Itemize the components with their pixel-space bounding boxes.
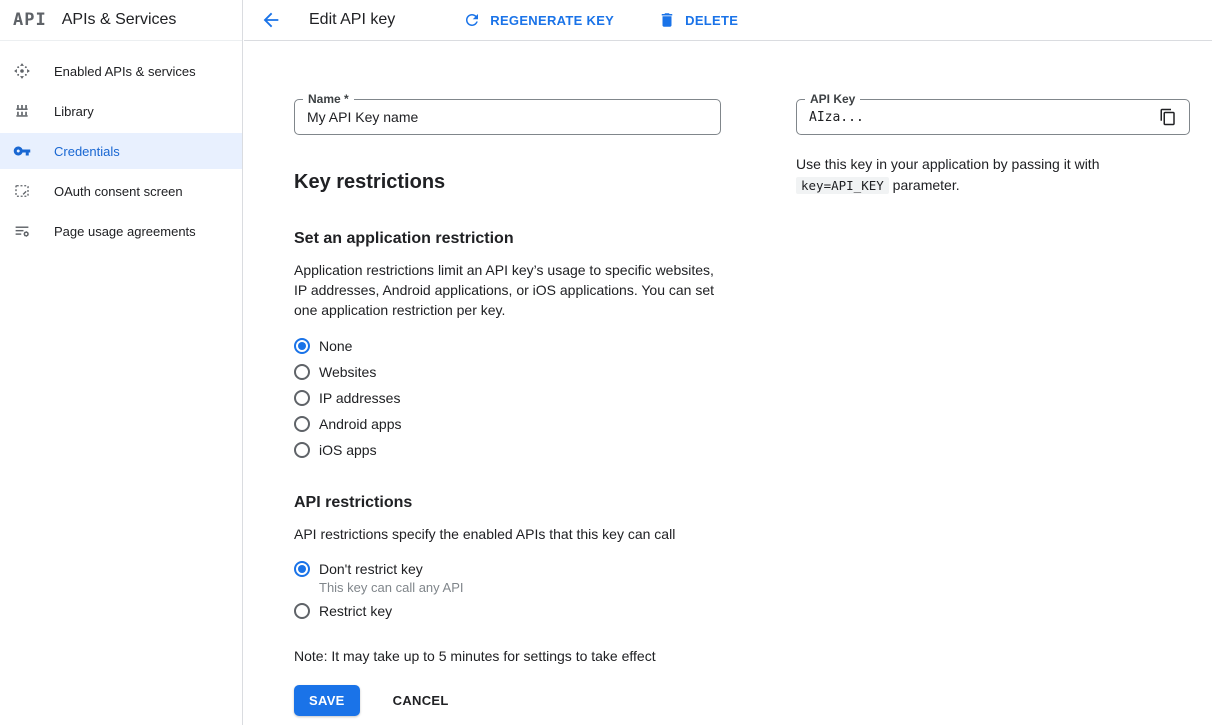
api-key-field	[796, 92, 1190, 135]
sidebar	[0, 0, 243, 725]
arrow-back-icon	[260, 9, 284, 31]
regenerate-key-button[interactable]	[455, 5, 622, 35]
radio-label: Websites	[319, 364, 377, 380]
sidebar-item-enabled-apis[interactable]	[0, 53, 242, 89]
trash-icon	[658, 11, 676, 29]
radio-ip-addresses[interactable]	[294, 385, 721, 411]
app-restriction-heading: Set an application restriction	[294, 230, 514, 247]
sidebar-item-label: OAuth consent screen	[54, 183, 183, 199]
radio-ios-apps[interactable]	[294, 437, 721, 463]
sidebar-item-credentials[interactable]	[0, 133, 242, 169]
name-input[interactable]	[295, 100, 720, 134]
sidebar-item-oauth-consent[interactable]	[0, 173, 242, 209]
radio-label: iOS apps	[319, 442, 377, 458]
agreements-icon	[13, 222, 31, 240]
radio-circle	[294, 364, 310, 380]
api-key-field-label: API Key	[805, 92, 860, 106]
library-icon	[13, 102, 31, 120]
radio-circle	[294, 603, 310, 619]
api-key-column	[796, 42, 1190, 725]
radio-label: IP addresses	[319, 390, 401, 406]
form-column	[294, 42, 721, 725]
key-icon	[13, 142, 31, 160]
sidebar-item-label: Page usage agreements	[54, 223, 196, 239]
api-key-usage-hint	[796, 154, 1190, 196]
name-field-label: Name *	[303, 92, 354, 106]
radio-circle	[294, 442, 310, 458]
oauth-icon	[13, 182, 31, 200]
sidebar-item-label: Library	[54, 103, 94, 119]
delete-label: DELETE	[685, 12, 739, 28]
radio-label: Android apps	[319, 416, 402, 432]
refresh-icon	[463, 11, 481, 29]
save-button[interactable]: SAVE	[294, 685, 360, 716]
radio-label: None	[319, 338, 353, 354]
regenerate-key-label: REGENERATE KEY	[490, 12, 615, 28]
sidebar-item-library[interactable]	[0, 93, 242, 129]
delete-button[interactable]	[650, 5, 746, 35]
radio-none[interactable]	[294, 333, 721, 359]
app-restriction-description: Application restrictions limit an API key’s usage to specific websites, IP addresses, Android applications, or iOS applications. You can set one application restriction per key.	[294, 262, 715, 318]
radio-android-apps[interactable]	[294, 411, 721, 437]
radio-circle	[294, 416, 310, 432]
sidebar-header	[0, 0, 242, 41]
radio-circle	[294, 561, 310, 577]
hint-suffix: parameter.	[888, 177, 960, 193]
sidebar-item-label: Enabled APIs & services	[54, 63, 196, 79]
sidebar-item-page-usage-agreements[interactable]	[0, 213, 242, 249]
cancel-button[interactable]: CANCEL	[385, 687, 457, 714]
radio-circle	[294, 338, 310, 354]
radio-circle	[294, 390, 310, 406]
radio-label: Restrict key	[319, 603, 393, 619]
name-field	[294, 92, 721, 135]
api-restrictions-radio-group	[294, 556, 721, 624]
api-restrictions-heading: API restrictions	[294, 494, 413, 511]
sidebar-item-label: Credentials	[54, 143, 120, 159]
app-restriction-radio-group	[294, 333, 721, 463]
page-title: Edit API key	[309, 11, 396, 28]
copy-button[interactable]	[1159, 108, 1177, 126]
enabled-apis-icon	[13, 62, 31, 80]
form-actions	[294, 685, 721, 716]
key-restrictions-heading: Key restrictions	[294, 171, 446, 193]
radio-websites[interactable]	[294, 359, 721, 385]
radio-dont-restrict-key[interactable]	[294, 556, 721, 582]
api-key-code-chip: key=API_KEY	[796, 177, 889, 194]
radio-restrict-key[interactable]	[294, 598, 721, 624]
radio-label: Don't restrict key	[319, 561, 423, 577]
main-content	[244, 42, 1212, 725]
topbar	[244, 0, 1212, 41]
hint-prefix: Use this key in your application by passing it with	[796, 156, 1100, 172]
back-button[interactable]	[260, 8, 284, 32]
copy-icon	[1159, 108, 1177, 126]
settings-note: Note: It may take up to 5 minutes for settings to take effect	[294, 648, 656, 664]
api-logo: API	[13, 10, 47, 30]
dont-restrict-key-sublabel: This key can call any API	[319, 580, 464, 595]
sidebar-nav	[0, 41, 242, 249]
api-restrictions-description: API restrictions specify the enabled APIs that this key can call	[294, 526, 676, 542]
product-name: APIs & Services	[61, 11, 177, 28]
